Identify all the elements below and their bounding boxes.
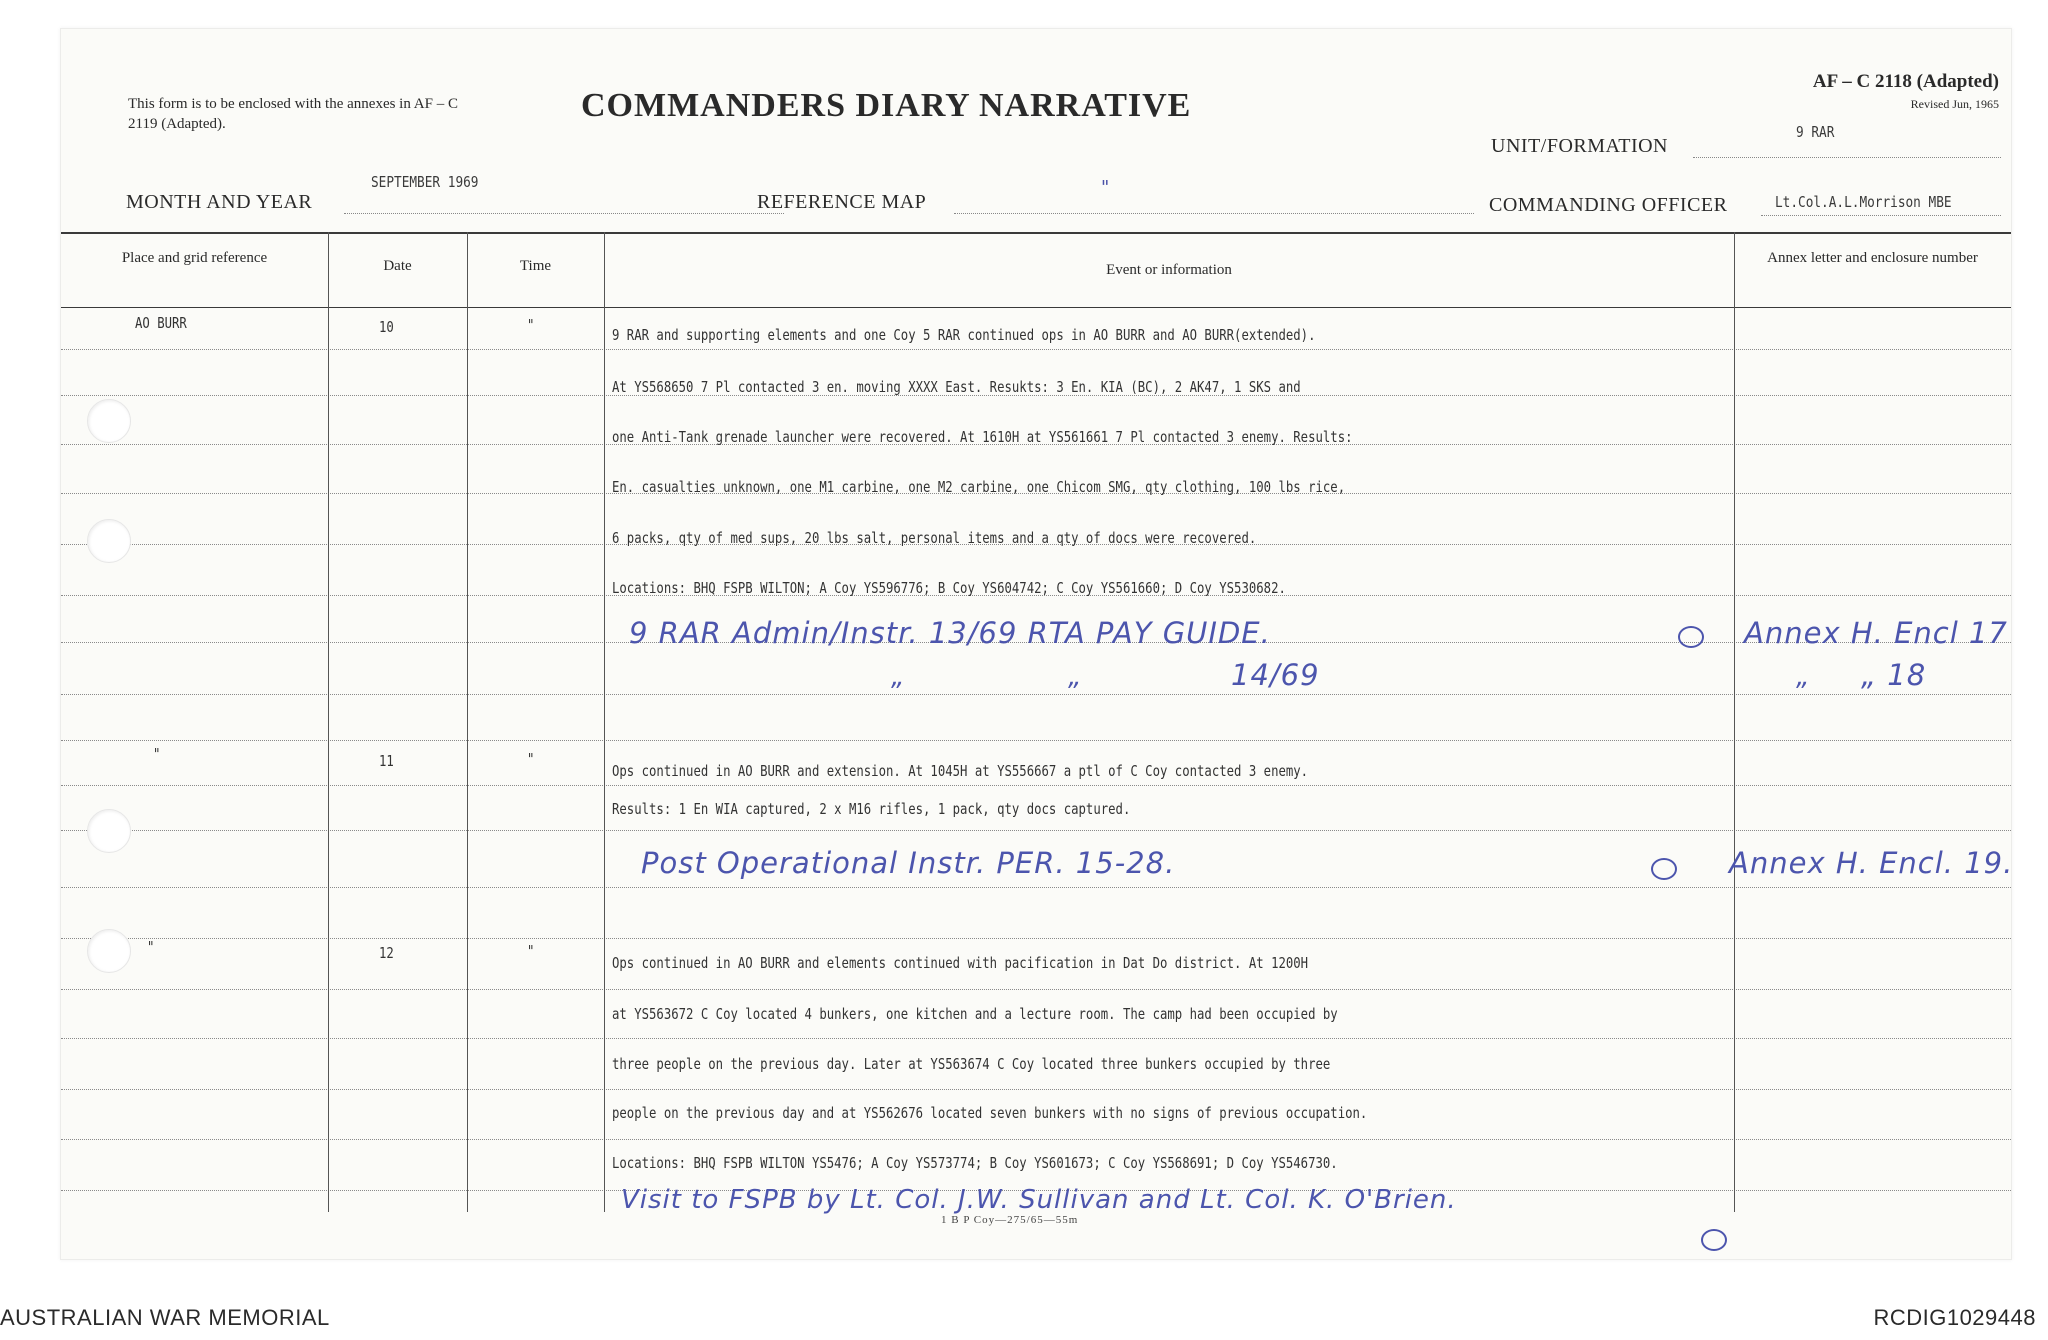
col-head-annex: Annex letter and enclosure number <box>1767 250 1978 266</box>
entry-12-date: 12 <box>379 944 394 962</box>
unit-rule <box>1693 157 2001 158</box>
footer-source: AUSTRALIAN WAR MEMORIAL <box>0 1305 330 1330</box>
printer-imprint: 1 B P Coy—275/65—55m <box>941 1214 1079 1226</box>
form-code: AF – C 2118 (Adapted) <box>1812 71 1999 92</box>
entry-10-line-5: 6 packs, qty of med sups, 20 lbs salt, personal items and a qty of docs were recovered. <box>612 529 1257 547</box>
map-value: " <box>1101 177 1111 198</box>
table-top-rule <box>61 232 2011 234</box>
ruled-line <box>61 1089 2011 1090</box>
entry-12-handwritten-1: Visit to FSPB by Lt. Col. J.W. Sullivan and Lt. Col. K. O'Brien. <box>621 1185 1457 1215</box>
entry-10-ditto-a: „ <box>891 662 906 692</box>
entry-11-time: " <box>527 750 535 768</box>
punch-hole <box>87 519 131 563</box>
co-label: COMMANDING OFFICER <box>1489 194 1728 216</box>
entry-10-line-3: one Anti-Tank grenade launcher were recovered. At 1610H at YS561661 7 Pl contacted 3 enemy. Results: <box>612 428 1353 446</box>
col-divider <box>604 232 605 1212</box>
entry-10-time: " <box>527 316 535 334</box>
entry-12-line-5: Locations: BHQ FSPB WILTON YS5476; A Coy YS573774; B Coy YS601673; C Coy YS568691; D Coy YS546730. <box>612 1154 1338 1172</box>
ruled-line <box>61 785 2011 786</box>
ruled-line <box>61 694 2011 695</box>
punch-hole <box>87 929 131 973</box>
col-divider <box>1734 232 1735 1212</box>
unit-label: UNIT/FORMATION <box>1491 135 1668 157</box>
entry-10-line-2: At YS568650 7 Pl contacted 3 en. moving XXXX East. Resukts: 3 En. KIA (BC), 2 AK47, 1 SKS and <box>612 378 1301 396</box>
ruled-line <box>61 830 2011 831</box>
ruled-line <box>61 740 2011 741</box>
col-head-place: Place and grid reference <box>121 250 268 266</box>
col-head-time: Time <box>519 258 552 274</box>
initials-mark-icon <box>1701 1229 1727 1251</box>
entry-11-line-2: Results: 1 En WIA captured, 2 x M16 rifles, 1 pack, qty docs captured. <box>612 800 1131 818</box>
entry-10-date: 10 <box>379 318 394 336</box>
month-rule <box>344 213 784 214</box>
month-value: SEPTEMBER 1969 <box>371 173 479 191</box>
col-head-date: Date <box>383 258 412 274</box>
ruled-line <box>61 1038 2011 1039</box>
diary-table <box>61 232 2014 1215</box>
entry-10-line-1: 9 RAR and supporting elements and one Coy 5 RAR continued ops in AO BURR and AO BURR(extended). <box>612 326 1316 344</box>
col-divider <box>467 232 468 1212</box>
footer-id: RCDIG1029448 <box>1873 1305 2036 1330</box>
punch-hole <box>87 399 131 443</box>
entry-10-place: AO BURR <box>135 314 187 332</box>
col-head-event: Event or information <box>1106 262 1232 278</box>
entry-11-place: " <box>153 745 161 763</box>
entry-11-handwritten-1: Post Operational Instr. PER. 15-28. <box>641 846 1176 880</box>
ruled-line <box>61 1139 2011 1140</box>
entry-12-time: " <box>527 942 535 960</box>
entry-11-date: 11 <box>379 752 394 770</box>
map-rule <box>954 213 1474 214</box>
form-title: COMMANDERS DIARY NARRATIVE <box>581 87 1192 124</box>
entry-11-line-1: Ops continued in AO BURR and extension. At 1045H at YS556667 a ptl of C Coy contacted 3 enemy. <box>612 762 1309 780</box>
co-value: Lt.Col.A.L.Morrison MBE <box>1775 193 1952 211</box>
entry-12-line-3: three people on the previous day. Later at YS563674 C Coy located three bunkers occupied by three <box>612 1055 1331 1073</box>
entry-10-handwritten-2: 14/69 <box>1231 658 1320 692</box>
col-divider <box>328 232 329 1212</box>
entry-11-annex-1: Annex H. Encl. 19. <box>1729 846 2014 880</box>
ruled-line <box>61 938 2011 939</box>
initials-mark-icon <box>1651 858 1677 880</box>
form-revised: Revised Jun, 1965 <box>1910 97 1999 111</box>
entry-10-annex-2a: „ <box>1796 662 1811 692</box>
header-bottom-rule <box>61 307 2011 308</box>
entry-10-handwritten-1: 9 RAR Admin/Instr. 13/69 RTA PAY GUIDE. <box>629 616 1271 650</box>
entry-10-annex-2b: „ 18 <box>1861 658 1927 692</box>
entry-10-annex-1: Annex H. Encl 17 <box>1744 616 2008 650</box>
map-label: REFERENCE MAP <box>757 191 927 213</box>
entry-12-line-1: Ops continued in AO BURR and elements continued with pacification in Dat Do district. At 1200H <box>612 954 1309 972</box>
entry-10-line-6: Locations: BHQ FSPB WILTON; A Coy YS596776; B Coy YS604742; C Coy YS561660; D Coy YS530682. <box>612 579 1286 597</box>
entry-10-ditto-b: „ <box>1068 662 1083 692</box>
initials-mark-icon <box>1678 626 1704 648</box>
form-note: This form is to be enclosed with the annexes in AF – C 2119 (Adapted). <box>128 96 458 132</box>
entry-10-line-4: En. casualties unknown, one M1 carbine, one M2 carbine, one Chicom SMG, qty clothing, 100 lbs rice, <box>612 478 1346 496</box>
ruled-line <box>61 887 2011 888</box>
diary-sheet <box>60 28 2012 1260</box>
punch-hole <box>87 809 131 853</box>
co-rule <box>1761 215 2001 216</box>
entry-12-line-4: people on the previous day and at YS562676 located seven bunkers with no signs of previous occupation. <box>612 1104 1368 1122</box>
entry-12-place: " <box>147 938 155 956</box>
ruled-line <box>61 349 2011 350</box>
unit-value: 9 RAR <box>1796 123 1835 141</box>
month-label: MONTH AND YEAR <box>126 191 313 213</box>
ruled-line <box>61 989 2011 990</box>
entry-12-line-2: at YS563672 C Coy located 4 bunkers, one kitchen and a lecture room. The camp had been occupied by <box>612 1005 1338 1023</box>
